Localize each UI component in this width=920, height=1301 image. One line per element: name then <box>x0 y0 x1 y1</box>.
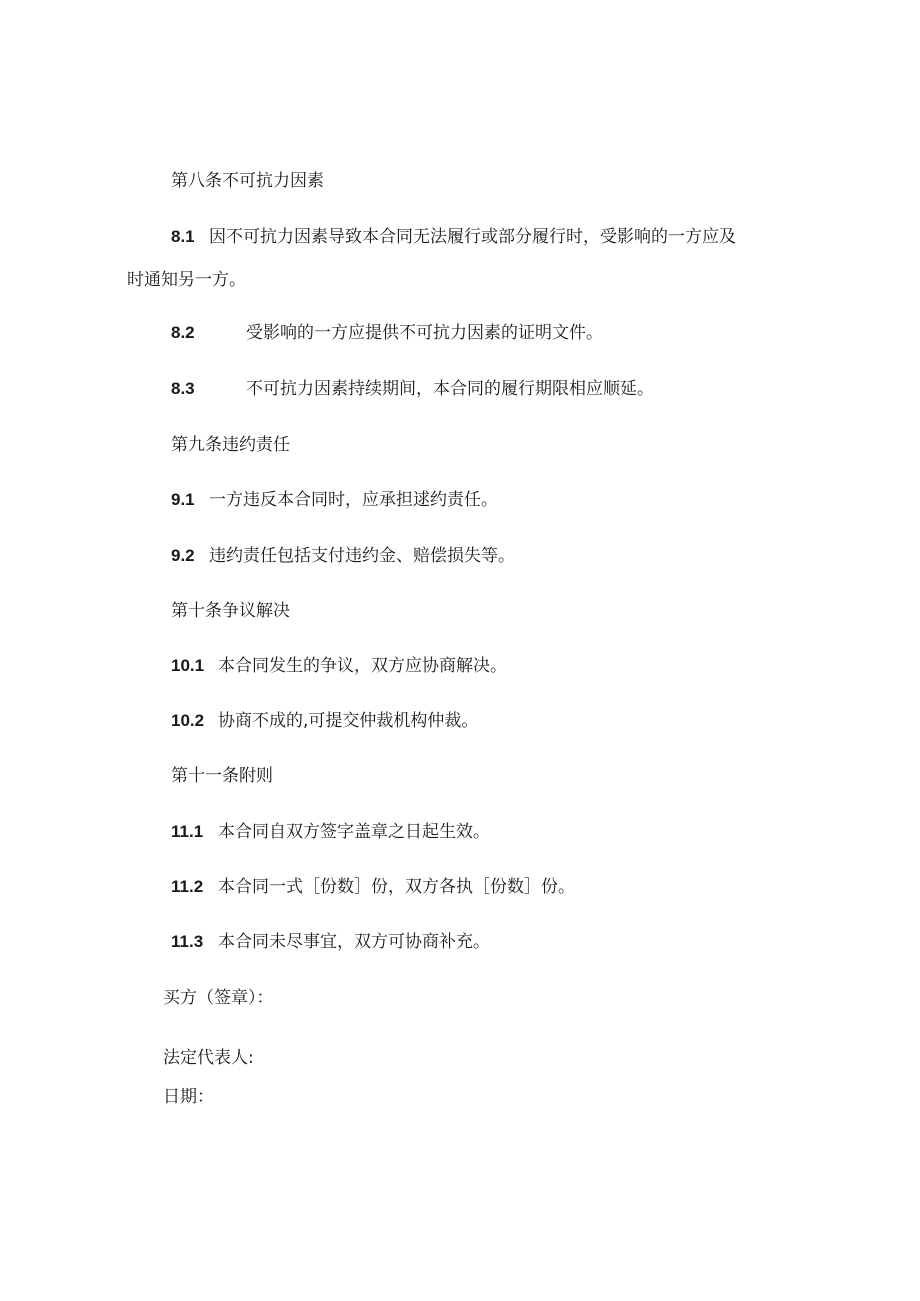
clause-text: 本合同发生的争议，双方应协商解决。 <box>218 656 507 676</box>
clause-number: 10.2 <box>171 711 205 730</box>
article-11-heading: 第十一条附则 <box>171 766 273 786</box>
clause-10-2 <box>171 710 478 732</box>
clause-11-1 <box>171 821 490 843</box>
clause-text: 违约责任包括支付违约金、赔偿损失等。 <box>209 546 515 566</box>
clause-9-2 <box>171 545 515 567</box>
clause-8-3 <box>171 378 654 400</box>
clause-9-1 <box>171 489 498 511</box>
clause-number: 8.1 <box>171 227 195 246</box>
clause-text: 本合同未尽事宜，双方可协商补充。 <box>218 932 490 952</box>
clause-number: 11.1 <box>171 822 204 841</box>
clause-8-1 <box>171 226 736 248</box>
article-9-heading: 第九条违约责任 <box>171 435 290 455</box>
clause-number: 11.2 <box>171 877 204 896</box>
clause-text: 不可抗力因素持续期间，本合同的履行期限相应顺延。 <box>246 379 654 399</box>
clause-11-2 <box>171 876 575 898</box>
clause-number: 9.1 <box>171 490 195 509</box>
clause-number: 9.2 <box>171 546 195 565</box>
clause-11-3 <box>171 931 490 953</box>
clause-number: 10.1 <box>171 656 205 675</box>
clause-10-1 <box>171 655 507 677</box>
clause-text: 协商不成的,可提交仲裁机构仲裁。 <box>218 711 479 731</box>
clause-text: 因不可抗力因素导致本合同无法履行或部分履行时，受影响的一方应及 <box>209 227 736 247</box>
clause-number: 8.3 <box>171 379 195 398</box>
article-10-heading: 第十条争议解决 <box>171 601 290 621</box>
clause-number: 11.3 <box>171 932 204 951</box>
buyer-signature-label: 买方（签章）： <box>163 988 274 1008</box>
clause-8-2 <box>171 322 603 344</box>
date-label: 日期： <box>163 1087 214 1107</box>
article-8-heading: 第八条不可抗力因素 <box>171 171 324 191</box>
clause-text: 本合同一式［份数］份，双方各执［份数］份。 <box>218 877 575 897</box>
clause-text: 本合同自双方签字盖章之日起生效。 <box>218 822 490 842</box>
clause-text: 一方违反本合同时，应承担逑约责任。 <box>209 490 498 510</box>
clause-text: 受影响的一方应提供不可抗力因素的证明文件。 <box>246 323 603 343</box>
clause-number: 8.2 <box>171 323 195 342</box>
legal-representative-label: 法定代表人: <box>163 1048 254 1068</box>
clause-8-1-continued: 时通知另一方。 <box>127 270 246 290</box>
